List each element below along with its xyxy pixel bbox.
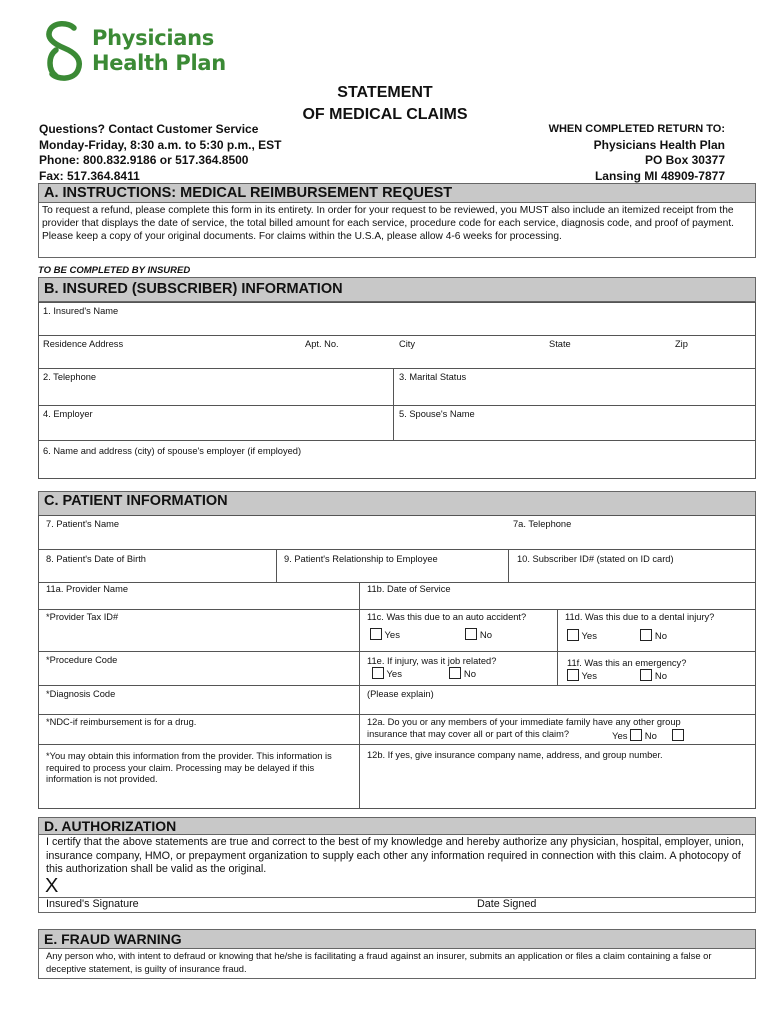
auto-accident-yes-checkbox[interactable] (370, 628, 382, 640)
no-label: No (479, 630, 493, 641)
logo-line-1: Physicians (92, 26, 214, 50)
emergency-options (567, 669, 667, 683)
return-line: PO Box 30377 (644, 153, 725, 167)
telephone-field[interactable] (38, 368, 394, 406)
contact-line: Monday-Friday, 8:30 a.m. to 5:30 p.m., EST (39, 137, 282, 152)
dental-injury-label: 11d. Was this due to a dental injury? (565, 612, 715, 622)
divider (359, 714, 756, 715)
fraud-warning-text: Any person who, with intent to defraud or knowing that he/she is facilitating a fraud against an insurer, submits an application or files a claim containing a false or deceptive statement, is guilty of insurance fraud. (38, 949, 756, 979)
job-related-yes-checkbox[interactable] (372, 667, 384, 679)
patient-phone-label: 7a. Telephone (513, 519, 572, 529)
explain-label: (Please explain) (367, 689, 434, 699)
auto-accident-no-checkbox[interactable] (465, 628, 477, 640)
logo-line-2: Health Plan (92, 51, 226, 75)
subscriber-id-field[interactable] (508, 549, 756, 583)
no-label: No (654, 631, 668, 642)
insured-name-label: 1. Insured's Name (43, 306, 119, 316)
provider-tax-id-field[interactable] (38, 609, 360, 652)
insured-name-field[interactable] (38, 302, 756, 336)
divider (557, 651, 558, 686)
auto-accident-options (370, 628, 492, 642)
emergency-yes-checkbox[interactable] (567, 669, 579, 681)
date-of-service-field[interactable] (359, 582, 756, 610)
marital-status-field[interactable] (393, 368, 756, 406)
physicians-health-plan-logo (44, 20, 234, 82)
return-line: Physicians Health Plan (593, 137, 725, 152)
ndc-label: *NDC-if reimbursement is for a drug. (46, 717, 197, 727)
no-label: No (644, 731, 657, 742)
city-label: City (399, 339, 416, 349)
relationship-label: 9. Patient's Relationship to Employee (284, 554, 438, 564)
emergency-no-checkbox[interactable] (640, 669, 652, 681)
insureds-signature-label: Insured's Signature (46, 898, 139, 910)
section-a-header: A. INSTRUCTIONS: MEDICAL REIMBURSEMENT REQUEST (38, 183, 756, 203)
spouse-name-field[interactable] (393, 405, 756, 441)
logo-mark-icon (44, 20, 86, 82)
ndc-field[interactable] (38, 714, 360, 745)
diagnosis-code-label: *Diagnosis Code (46, 689, 116, 699)
contact-line: Phone: 800.832.9186 or 517.364.8500 (39, 153, 249, 167)
authorization-text: I certify that the above statements are true and correct to the best of my knowledge and hereby authorize any physician, hospital, employer, union, insurance company, HMO, or prepayment organization to supply each other any information required in connection with this claim. A photocopy of this authorization shall be valid as the original. (46, 836, 744, 875)
contact-line: Fax: 517.364.8411 (39, 168, 140, 183)
dob-label: 8. Patient's Date of Birth (46, 554, 146, 564)
other-insurance-label: 12a. Do you or any members of your immediate family have any other group insurance that may cover all or part of this claim? (367, 717, 681, 739)
contact-line: Questions? Contact Customer Service (39, 122, 259, 136)
procedure-code-label: *Procedure Code (46, 655, 118, 665)
contact-info (39, 122, 282, 184)
other-insurance-no-checkbox[interactable] (672, 729, 684, 741)
telephone-label: 2. Telephone (43, 372, 97, 382)
instructions-text: To request a refund, please complete this form in its entirety. In order for your request to be reviewed, you MUST also include an itemized receipt from the provider that displays the date of service, the total billed amount for each service, procedure code for each service, diagnosis code, and proof of payment. Please keep a copy of your original documents. For claims within the U.S.A, please allow 4-6 weeks for processing. (38, 203, 756, 258)
spouse-label: 5. Spouse's Name (399, 409, 475, 419)
provider-info-note: *You may obtain this information from the provider. This information is required to process your claim. Processing may be delayed if this information is not provided. (46, 751, 332, 784)
section-d-header: D. AUTHORIZATION (38, 817, 756, 835)
diagnosis-code-field[interactable] (38, 685, 360, 715)
procedure-code-field[interactable] (38, 651, 360, 686)
spouse-employer-field[interactable] (38, 440, 756, 479)
auto-accident-label: 11c. Was this due to an auto accident? (367, 612, 527, 622)
section-b-header: B. INSURED (SUBSCRIBER) INFORMATION (38, 277, 756, 302)
dental-injury-yes-checkbox[interactable] (567, 629, 579, 641)
tax-id-label: *Provider Tax ID# (46, 612, 119, 622)
yes-label: Yes (386, 669, 402, 680)
apt-label: Apt. No. (305, 339, 339, 349)
job-related-options (372, 667, 476, 681)
form-title (270, 82, 500, 126)
patient-name-field[interactable] (38, 515, 756, 550)
relationship-field[interactable] (276, 549, 509, 583)
marital-label: 3. Marital Status (399, 372, 467, 382)
divider (359, 685, 756, 686)
yes-label: Yes (612, 731, 628, 742)
date-signed-label: Date Signed (477, 898, 537, 910)
dental-injury-options (567, 629, 667, 643)
return-address (549, 122, 725, 184)
other-insurance-details-label: 12b. If yes, give insurance company name, address, and group number. (367, 750, 663, 760)
employer-label: 4. Employer (43, 409, 93, 419)
employer-field[interactable] (38, 405, 394, 441)
divider (359, 651, 756, 652)
return-title: WHEN COMPLETED RETURN TO: (548, 123, 725, 135)
yes-label: Yes (581, 631, 597, 642)
section-c-header: C. PATIENT INFORMATION (38, 491, 756, 516)
zip-label: Zip (675, 339, 688, 349)
divider (359, 744, 756, 745)
residence-address-field[interactable] (38, 335, 756, 369)
subscriber-id-label: 10. Subscriber ID# (stated on ID card) (517, 554, 674, 564)
emergency-label: 11f. Was this an emergency? (567, 658, 687, 668)
provider-name-field[interactable] (38, 582, 360, 610)
completed-by-insured-note: TO BE COMPLETED BY INSURED (38, 265, 191, 276)
return-line: Lansing MI 48909-7877 (594, 168, 725, 183)
other-insurance-yes-checkbox[interactable] (630, 729, 642, 741)
yes-label: Yes (581, 671, 597, 682)
yes-label: Yes (384, 630, 400, 641)
job-related-no-checkbox[interactable] (449, 667, 461, 679)
title-line-2: OF MEDICAL CLAIMS (302, 106, 468, 123)
job-related-label: 11e. If injury, was it job related? (367, 656, 497, 666)
divider (557, 609, 558, 652)
authorization-box (38, 835, 756, 913)
section-e-header: E. FRAUD WARNING (38, 929, 756, 949)
spouse-employer-label: 6. Name and address (city) of spouse's employer (if employed) (43, 446, 302, 456)
signature-line[interactable] (38, 897, 756, 898)
patient-name-label: 7. Patient's Name (46, 519, 120, 529)
title-line-1: STATEMENT (337, 84, 433, 101)
provider-name-label: 11a. Provider Name (46, 584, 128, 594)
no-label: No (654, 671, 668, 682)
no-label: No (463, 669, 477, 680)
state-label: State (549, 339, 571, 349)
patient-dob-field[interactable] (38, 549, 277, 583)
other-insurance-options (612, 729, 684, 743)
date-of-service-label: 11b. Date of Service (367, 584, 451, 594)
dental-injury-no-checkbox[interactable] (640, 629, 652, 641)
signature-x-mark: X (45, 875, 59, 897)
residence-label: Residence Address (43, 339, 124, 349)
